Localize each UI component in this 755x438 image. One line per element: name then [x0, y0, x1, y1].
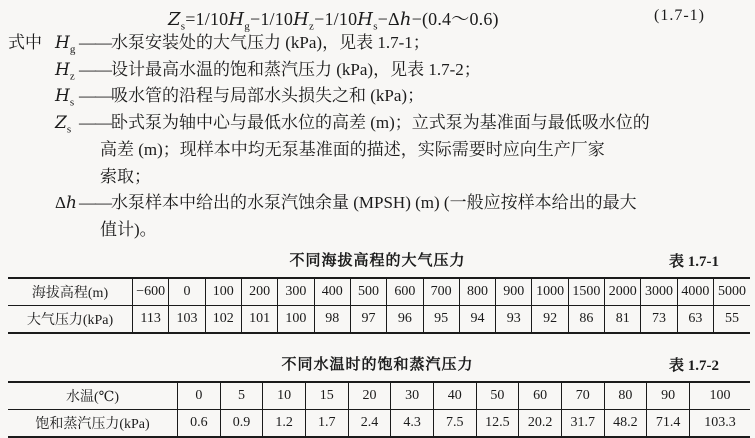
- table-cell: 20.2: [519, 409, 562, 437]
- formula-text: −1/10: [249, 9, 294, 29]
- table-cell: 4000: [677, 278, 713, 306]
- table-cell: 92: [532, 305, 568, 333]
- table-cell: 60: [519, 382, 562, 410]
- definition-text: 设计最高水温的饱和蒸汽压力 (kPa)，见表 1.7-2；: [111, 59, 481, 79]
- formula-subscript: g: [244, 20, 250, 33]
- formula-text: =1/10: [185, 9, 229, 29]
- table-cell: 1500: [568, 278, 604, 306]
- symbol: $Z_s$: [55, 113, 72, 136]
- table-cell: 31.7: [561, 409, 604, 437]
- symbol: $H_z$: [55, 59, 75, 83]
- equation-number: (1.7-1): [654, 7, 705, 24]
- definition-continuation: 高差 (m)；现样本中均无泵基准面的描述，实际需要时应向生产厂家: [100, 139, 605, 159]
- table-cell: 100: [690, 382, 751, 410]
- table-cell: 1000: [532, 278, 568, 306]
- formula-variable: h: [399, 9, 412, 30]
- table-1-title: 不同海拔高程的大气压力: [289, 251, 466, 269]
- table-row: [8, 382, 750, 410]
- table-cell: 7.5: [433, 409, 476, 437]
- formula-variable: H: [228, 9, 245, 30]
- formula-variable: H: [357, 9, 374, 30]
- table-row: [8, 278, 750, 306]
- definition-line: [8, 110, 755, 137]
- table-cell: 0.6: [178, 409, 221, 437]
- table-cell: 94: [459, 305, 495, 333]
- table-cell: 73: [641, 305, 677, 333]
- table-cell: 1.7: [305, 409, 348, 437]
- table-cell: 101: [241, 305, 277, 333]
- row-header: 饱和蒸汽压力(kPa): [8, 409, 178, 437]
- definition-dash: ——: [79, 33, 111, 52]
- table-cell: 50: [476, 382, 519, 410]
- table-cell: 48.2: [604, 409, 647, 437]
- table-cell: 600: [387, 278, 423, 306]
- table-cell: 0.9: [220, 409, 263, 437]
- definition-dash: ——: [79, 86, 111, 106]
- table-1-label: 表 1.7-1: [669, 253, 719, 270]
- definition-line: [8, 83, 755, 110]
- table-2-caption: [0, 353, 755, 375]
- formula-subscript: s: [180, 20, 186, 33]
- definition-intro: 式中: [8, 33, 42, 52]
- table-cell: 98: [314, 305, 350, 333]
- table-cell: 113: [133, 305, 169, 333]
- table-1-caption: [0, 249, 755, 271]
- table-cell: 3000: [641, 278, 677, 306]
- table-cell: 96: [387, 305, 423, 333]
- table-cell: 86: [568, 305, 604, 333]
- formula-variable: H: [293, 9, 310, 30]
- definition-continuation: 索取；: [100, 166, 151, 186]
- table-cell: 81: [605, 305, 641, 333]
- definition-text: 水泵样本中给出的水泵汽蚀余量 (MPSH) (m) (一般应按样本给出的最大: [111, 193, 637, 213]
- table-cell: 500: [350, 278, 386, 306]
- definition-line: [8, 30, 755, 57]
- table-cell: 80: [604, 382, 647, 410]
- definition-text: 卧式泵为轴中心与最低水位的高差 (m)；立式泵为基准面与最低吸水位的: [111, 113, 650, 133]
- table-cell: −600: [133, 278, 169, 306]
- symbol: Δh: [55, 193, 77, 214]
- formula-text: −Δ: [377, 9, 400, 29]
- formula-text: −1/10: [314, 9, 358, 29]
- table-cell: 103: [169, 305, 205, 333]
- definition-continuation: 值计)。: [100, 219, 157, 239]
- table-cell: 100: [278, 305, 314, 333]
- table-cell: 90: [647, 382, 690, 410]
- row-header: 水温(℃): [8, 382, 178, 410]
- table-row: [8, 305, 750, 333]
- equation: [168, 5, 499, 31]
- table-cell: 4.3: [391, 409, 434, 437]
- table-cell: 30: [391, 382, 434, 410]
- definition-line: [8, 57, 755, 84]
- table-cell: 10: [263, 382, 306, 410]
- table-cell: 12.5: [476, 409, 519, 437]
- table-row: [8, 409, 750, 437]
- definition-dash: ——: [79, 59, 111, 79]
- definition-dash: ——: [79, 113, 111, 133]
- table-cell: 15: [305, 382, 348, 410]
- formula-subscript: s: [373, 20, 378, 33]
- table-cell: 400: [314, 278, 350, 306]
- definition-line: [8, 190, 755, 217]
- table-cell: 103.3: [690, 409, 751, 437]
- table-cell: 20: [348, 382, 391, 410]
- table-cell: 200: [241, 278, 277, 306]
- table-cell: 2.4: [348, 409, 391, 437]
- table-cell: 55: [714, 305, 751, 333]
- table-cell: 93: [496, 305, 532, 333]
- table-cell: 100: [205, 278, 241, 306]
- table-cell: 0: [169, 278, 205, 306]
- table-cell: 102: [205, 305, 241, 333]
- definition-dash: ——: [79, 193, 111, 213]
- symbol: $H_g$: [55, 33, 76, 56]
- formula-text: −(0.4～0.6): [411, 9, 499, 29]
- table-cell: 5000: [714, 278, 751, 306]
- table-cell: 71.4: [647, 409, 690, 437]
- table-cell: 900: [496, 278, 532, 306]
- symbol: $H_s$: [55, 86, 75, 109]
- definition-text: 吸水管的沿程与局部水头损失之和 (kPa)；: [111, 86, 425, 106]
- table-cell: 700: [423, 278, 459, 306]
- table-cell: 300: [278, 278, 314, 306]
- table-cell: 2000: [605, 278, 641, 306]
- table-cell: 70: [561, 382, 604, 410]
- table-cell: 800: [459, 278, 495, 306]
- table-cell: 5: [220, 382, 263, 410]
- definition-text: 水泵安装处的大气压力 (kPa)，见表 1.7-1；: [111, 33, 430, 52]
- table-cell: 63: [677, 305, 713, 333]
- row-header: 海拔高程(m): [8, 278, 133, 306]
- vapor-pressure-table: [8, 381, 750, 438]
- row-header: 大气压力(kPa): [8, 305, 133, 333]
- table-cell: 95: [423, 305, 459, 333]
- table-cell: 97: [350, 305, 386, 333]
- formula-subscript: z: [309, 20, 315, 33]
- table-cell: 1.2: [263, 409, 306, 437]
- table-2-label: 表 1.7-2: [669, 357, 719, 374]
- table-cell: 40: [433, 382, 476, 410]
- elevation-pressure-table: [8, 277, 750, 334]
- equation-row: [0, 0, 755, 33]
- table-cell: 0: [178, 382, 221, 410]
- symbol-definitions: [0, 30, 755, 244]
- table-2-title: 不同水温时的饱和蒸汽压力: [281, 355, 474, 373]
- formula-variable: Z: [168, 9, 181, 30]
